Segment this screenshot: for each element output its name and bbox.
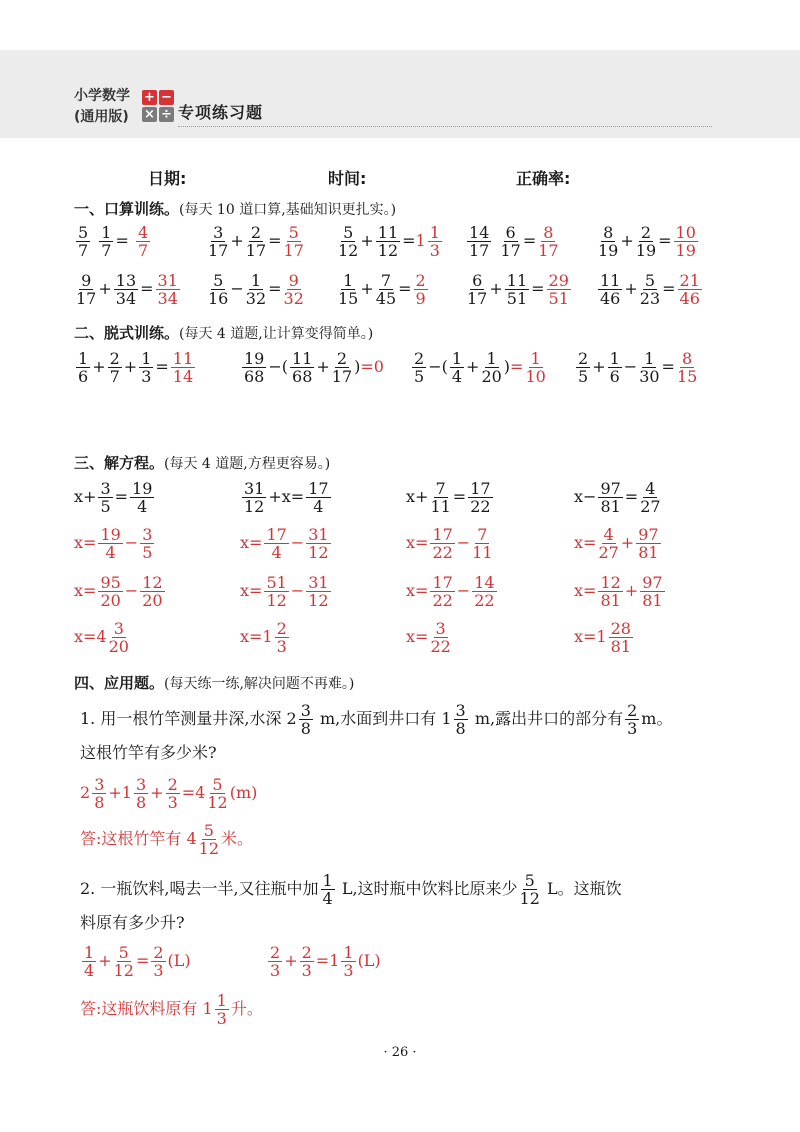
problem-1-text: 1. 用一根竹竿测量井深,水深 2 $\frac{3}{8}$ m,水面到井口有 1 $\frac{3}{8}$ m,露出井口的部分有 $\frac{2}{3}$ m。 — [80, 701, 673, 738]
problem-2-question: 料原有多少升? — [80, 913, 185, 932]
s1-item: $\frac{11}{46}$ + $\frac{5}{23}$ = $\frac{21}{46}$ — [600, 271, 700, 308]
s1-item: $\frac{5}{16}$ − $\frac{1}{32}$ = $\frac{9}{32}$ — [208, 271, 304, 308]
section-2-title: 二、脱式训练。(每天 4 道题,让计算变得简单。) — [74, 324, 374, 342]
problem-1-question: 这根竹竿有多少米? — [80, 743, 217, 762]
s2-item: $\frac{19}{68}$ −( $\frac{11}{68}$ + $\frac{2}{17}$ )=0 — [244, 349, 384, 386]
subject: 小学数学 — [74, 88, 130, 104]
time-label: 时间: — [328, 169, 367, 188]
s1-item: $\frac{5}{12}$ + $\frac{11}{12}$ =1 $\frac{1}{3}$ — [338, 223, 440, 260]
accuracy-label: 正确率: — [516, 169, 571, 188]
s3-answer: x=1 $\frac{28}{81}$ — [574, 619, 631, 656]
s3-step: x= $\frac{17}{22}$ − $\frac{14}{22}$ — [406, 573, 495, 610]
s3-step: x= $\frac{17}{22}$ − $\frac{7}{11}$ — [406, 525, 493, 562]
s1-item: $\frac{9}{17}$ + $\frac{13}{34}$ = $\frac{31}{34}$ — [76, 271, 178, 308]
page-title: 专项练习题 — [178, 103, 264, 122]
s2-item: $\frac{1}{6}$ + $\frac{2}{7}$ + $\frac{1}{3}$ = $\frac{11}{14}$ — [78, 349, 194, 386]
s3-step: x= $\frac{12}{81}$ + $\frac{97}{81}$ — [574, 573, 663, 610]
edition: (通用版) — [74, 109, 129, 125]
section-1-title: 一、口算训练。(每天 10 道口算,基础知识更扎实。) — [74, 200, 397, 218]
s3-step: x= $\frac{95}{20}$ − $\frac{12}{20}$ — [74, 573, 163, 610]
divide-icon: ÷ — [159, 107, 174, 122]
s3-eq: $\frac{31}{12}$ +x= $\frac{17}{4}$ — [244, 479, 329, 516]
s1-item: $\frac{8}{19}$ + $\frac{2}{19}$ = $\frac{10}{19}$ — [598, 223, 696, 260]
s3-step: x= $\frac{4}{27}$ + $\frac{97}{81}$ — [574, 525, 659, 562]
s1-item: $\frac{3}{17}$ + $\frac{2}{17}$ = $\frac{5}{17}$ — [208, 223, 304, 260]
header-divider — [178, 126, 712, 127]
minus-icon: − — [159, 90, 174, 105]
s3-step: x= $\frac{17}{4}$ − $\frac{31}{12}$ — [240, 525, 329, 562]
date-label: 日期: — [148, 169, 187, 188]
s3-eq: x+ $\frac{7}{11}$ = $\frac{17}{22}$ — [406, 479, 491, 516]
s2-item: $\frac{2}{5}$ −( $\frac{1}{4}$ + $\frac{1}{20}$ )= $\frac{1}{10}$ — [414, 349, 546, 386]
s3-eq: x+ $\frac{3}{5}$ = $\frac{19}{4}$ — [74, 479, 153, 516]
s1-item: $\frac{1}{15}$ + $\frac{7}{45}$ = $\frac{2}{9}$ — [338, 271, 426, 308]
s1-item: $\frac{6}{17}$ + $\frac{11}{51}$ = $\frac{29}{51}$ — [467, 271, 569, 308]
problem-2-answer: 答:这瓶饮料原有 1 $\frac{1}{3}$ 升。 — [80, 991, 263, 1028]
problem-2-text: 2. 一瓶饮料,喝去一半,又往瓶中加 $\frac{1}{4}$ L,这时瓶中饮料比原来少 $\frac{5}{12}$ L。这瓶饮 — [80, 871, 622, 908]
section-3-title: 三、解方程。(每天 4 道题,方程更容易。) — [74, 454, 331, 472]
s3-answer: x= $\frac{3}{22}$ — [406, 619, 451, 656]
problem-1-answer: 答:这根竹竿有 4 $\frac{5}{12}$ 米。 — [80, 821, 254, 858]
problem-1-work: 2 $\frac{3}{8}$ +1 $\frac{3}{8}$ + $\frac{2}{3}$ =4 $\frac{5}{12}$ (m) — [80, 775, 258, 812]
s2-item: $\frac{2}{5}$ + $\frac{1}{6}$ − $\frac{1}{30}$ = $\frac{8}{15}$ — [578, 349, 698, 386]
s1-item: $\frac{5}{7}$ $\frac{1}{7}$ = $\frac{4}{7}$ — [78, 223, 149, 260]
s3-step: x= $\frac{19}{4}$ − $\frac{3}{5}$ — [74, 525, 153, 562]
s3-answer: x=1 $\frac{2}{3}$ — [240, 619, 287, 656]
operator-badge — [142, 90, 176, 124]
section-4-title: 四、应用题。(每天练一练,解决问题不再难。) — [74, 674, 355, 692]
s3-answer: x=4 $\frac{3}{20}$ — [74, 619, 129, 656]
problem-2-work: $\frac{2}{3}$ + $\frac{2}{3}$ =1 $\frac{1}{3}$ (L) — [270, 943, 381, 980]
s1-item: $\frac{14}{17}$ $\frac{6}{17}$ = $\frac{8}{17}$ — [469, 223, 559, 260]
plus-icon: + — [142, 90, 157, 105]
times-icon: × — [142, 107, 157, 122]
problem-2-work: $\frac{1}{4}$ + $\frac{5}{12}$ = $\frac{2}{3}$ (L) — [84, 943, 191, 980]
s3-eq: x− $\frac{97}{81}$ = $\frac{4}{27}$ — [574, 479, 661, 516]
page-number: · 26 · — [383, 1045, 417, 1060]
s3-step: x= $\frac{51}{12}$ − $\frac{31}{12}$ — [240, 573, 329, 610]
